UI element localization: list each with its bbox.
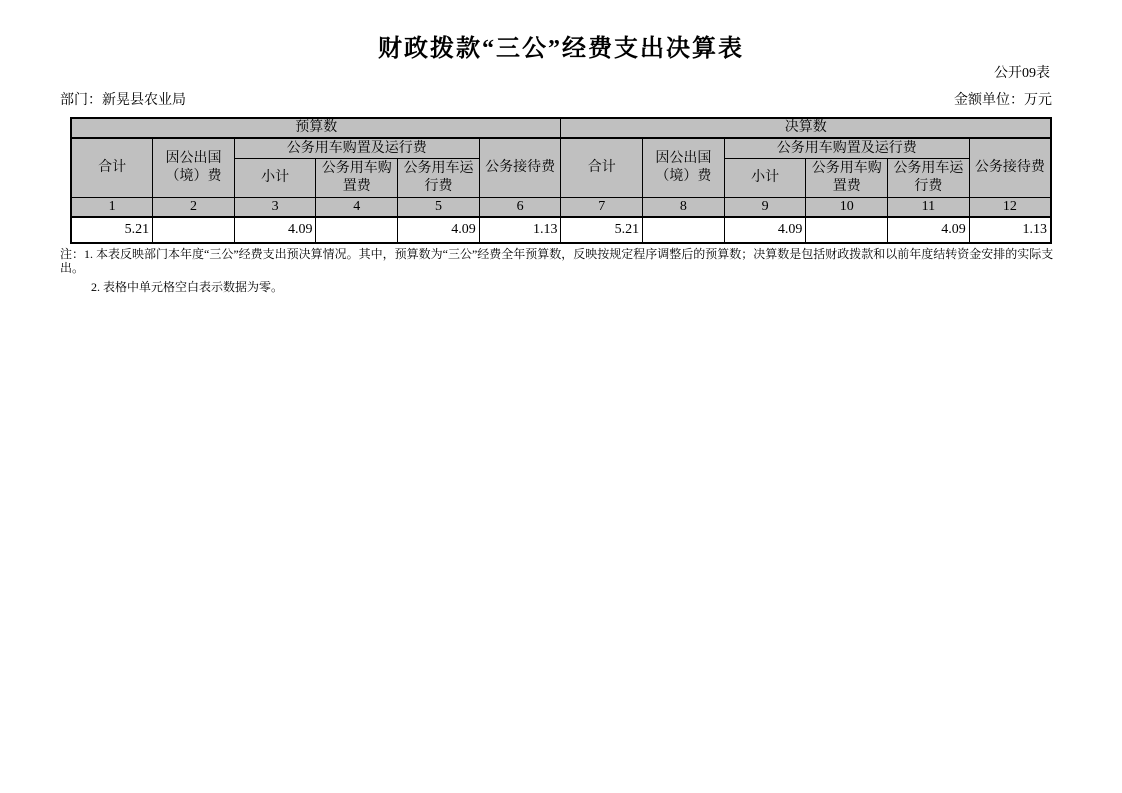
column-number-3: 3 — [234, 198, 316, 218]
section-header-budget: 预算数 — [71, 118, 561, 138]
value-cell-12: 1.13 — [969, 217, 1051, 243]
column-number-1: 1 — [71, 198, 153, 218]
value-cell-8 — [643, 217, 725, 243]
department-label: 部门：新晃县农业局 — [60, 93, 186, 108]
column-number-row — [71, 198, 1051, 218]
header-vehicle-group-final: 公务用车购置及运行费 — [724, 138, 969, 159]
header-total-final: 合计 — [561, 138, 643, 198]
value-cell-1: 5.21 — [71, 217, 153, 243]
value-cell-6: 1.13 — [479, 217, 561, 243]
footnotes — [60, 247, 1058, 294]
column-number-8: 8 — [643, 198, 725, 218]
header-vehicle-operation-budget: 公务用车运行费 — [398, 159, 480, 198]
value-cell-5: 4.09 — [398, 217, 480, 243]
header-vehicle-operation-final: 公务用车运行费 — [888, 159, 970, 198]
footnote-2: 2. 表格中单元格空白表示数据为零。 — [91, 279, 284, 294]
value-cell-2 — [153, 217, 235, 243]
column-number-7: 7 — [561, 198, 643, 218]
header-total-budget: 合计 — [71, 138, 153, 198]
three-public-expense-table — [70, 117, 1052, 244]
section-header-row — [71, 118, 1051, 138]
column-number-5: 5 — [398, 198, 480, 218]
header-vehicle-group-budget: 公务用车购置及运行费 — [234, 138, 479, 159]
page-title: 财政拨款“三公”经费支出决算表 — [378, 36, 744, 62]
group-header-row — [71, 138, 1051, 159]
data-row — [71, 217, 1051, 243]
header-abroad-budget: 因公出国（境）费 — [153, 138, 235, 198]
column-number-11: 11 — [888, 198, 970, 218]
column-number-9: 9 — [724, 198, 806, 218]
value-cell-11: 4.09 — [888, 217, 970, 243]
column-number-10: 10 — [806, 198, 888, 218]
section-header-final: 决算数 — [561, 118, 1051, 138]
header-reception-final: 公务接待费 — [969, 138, 1051, 198]
value-cell-3: 4.09 — [234, 217, 316, 243]
column-number-12: 12 — [969, 198, 1051, 218]
column-number-2: 2 — [153, 198, 235, 218]
header-reception-budget: 公务接待费 — [479, 138, 561, 198]
header-subtotal-final: 小计 — [724, 159, 806, 198]
header-abroad-final: 因公出国（境）费 — [643, 138, 725, 198]
column-number-4: 4 — [316, 198, 398, 218]
unit-label: 金额单位：万元 — [954, 93, 1052, 108]
value-cell-9: 4.09 — [724, 217, 806, 243]
value-cell-7: 5.21 — [561, 217, 643, 243]
header-subtotal-budget: 小计 — [234, 159, 316, 198]
header-vehicle-purchase-final: 公务用车购置费 — [806, 159, 888, 198]
header-vehicle-purchase-budget: 公务用车购置费 — [316, 159, 398, 198]
column-number-6: 6 — [479, 198, 561, 218]
footnote-1: 注：1. 本表反映部门本年度“三公”经费支出预决算情况。其中，预算数为“三公”经费全年预算数，反映按规定程序调整后的预算数；决算数是包括财政拨款和以前年度结转资金安排的实际支出。 — [60, 247, 1054, 276]
value-cell-4 — [316, 217, 398, 243]
value-cell-10 — [806, 217, 888, 243]
form-code-label: 公开09表 — [994, 66, 1050, 81]
meta-row — [60, 93, 1052, 109]
